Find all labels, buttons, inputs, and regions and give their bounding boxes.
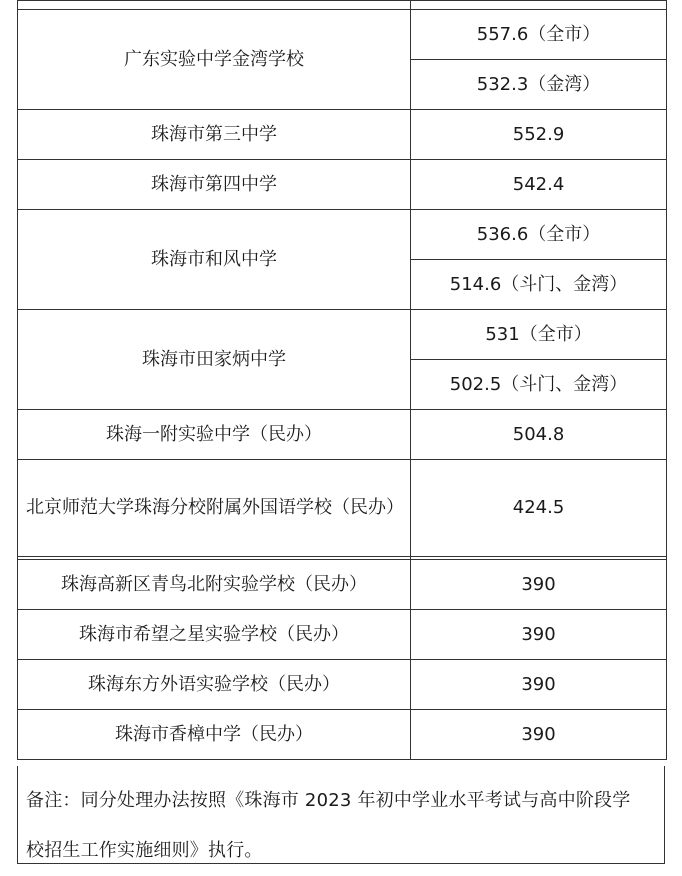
school-name-cell: 珠海市田家炳中学 <box>18 310 411 410</box>
table-row <box>18 660 667 710</box>
school-name-cell: 珠海市香樟中学（民办） <box>18 710 411 760</box>
school-name-cell: 珠海高新区青鸟北附实验学校（民办） <box>18 560 411 610</box>
table-row <box>18 710 667 760</box>
table-row <box>18 10 667 60</box>
score-cell: 552.9 <box>411 110 667 160</box>
admission-score-table <box>17 0 667 760</box>
score-cell: 390 <box>411 560 667 610</box>
table-row <box>18 410 667 460</box>
score-cell: 390 <box>411 710 667 760</box>
score-cell: 531（全市） <box>411 310 667 360</box>
table-row-partial-top <box>18 1 667 10</box>
score-cell: 532.3（金湾） <box>411 60 667 110</box>
score-cell: 514.6（斗门、金湾） <box>411 260 667 310</box>
score-cell: 557.6（全市） <box>411 10 667 60</box>
school-name-cell: 珠海市第四中学 <box>18 160 411 210</box>
footnote-line: 备注：同分处理办法按照《珠海市 2023 年初中学业水平考试与高中阶段学 <box>26 790 631 811</box>
table-row <box>18 210 667 260</box>
table-row <box>18 310 667 360</box>
school-name-cell: 珠海一附实验中学（民办） <box>18 410 411 460</box>
table-row <box>18 560 667 610</box>
table-cell <box>18 1 411 10</box>
score-cell: 502.5（斗门、金湾） <box>411 360 667 410</box>
score-cell: 390 <box>411 610 667 660</box>
score-cell: 390 <box>411 660 667 710</box>
school-name-cell: 珠海东方外语实验学校（民办） <box>18 660 411 710</box>
table-cell <box>411 1 667 10</box>
admission-score-table-container <box>17 0 667 760</box>
score-cell: 504.8 <box>411 410 667 460</box>
school-name-cell: 珠海市和风中学 <box>18 210 411 310</box>
footnote-line: 校招生工作实施细则》执行。 <box>26 840 263 861</box>
school-name-cell: 广东实验中学金湾学校 <box>18 10 411 110</box>
score-cell: 542.4 <box>411 160 667 210</box>
score-cell: 424.5 <box>411 460 667 557</box>
table-row <box>18 460 667 557</box>
table-row <box>18 110 667 160</box>
school-name-cell: 北京师范大学珠海分校附属外国语学校（民办） <box>18 460 411 557</box>
table-row <box>18 160 667 210</box>
school-name-cell: 珠海市希望之星实验学校（民办） <box>18 610 411 660</box>
table-row <box>18 610 667 660</box>
table-footnote <box>17 766 665 864</box>
school-name-cell: 珠海市第三中学 <box>18 110 411 160</box>
score-cell: 536.6（全市） <box>411 210 667 260</box>
